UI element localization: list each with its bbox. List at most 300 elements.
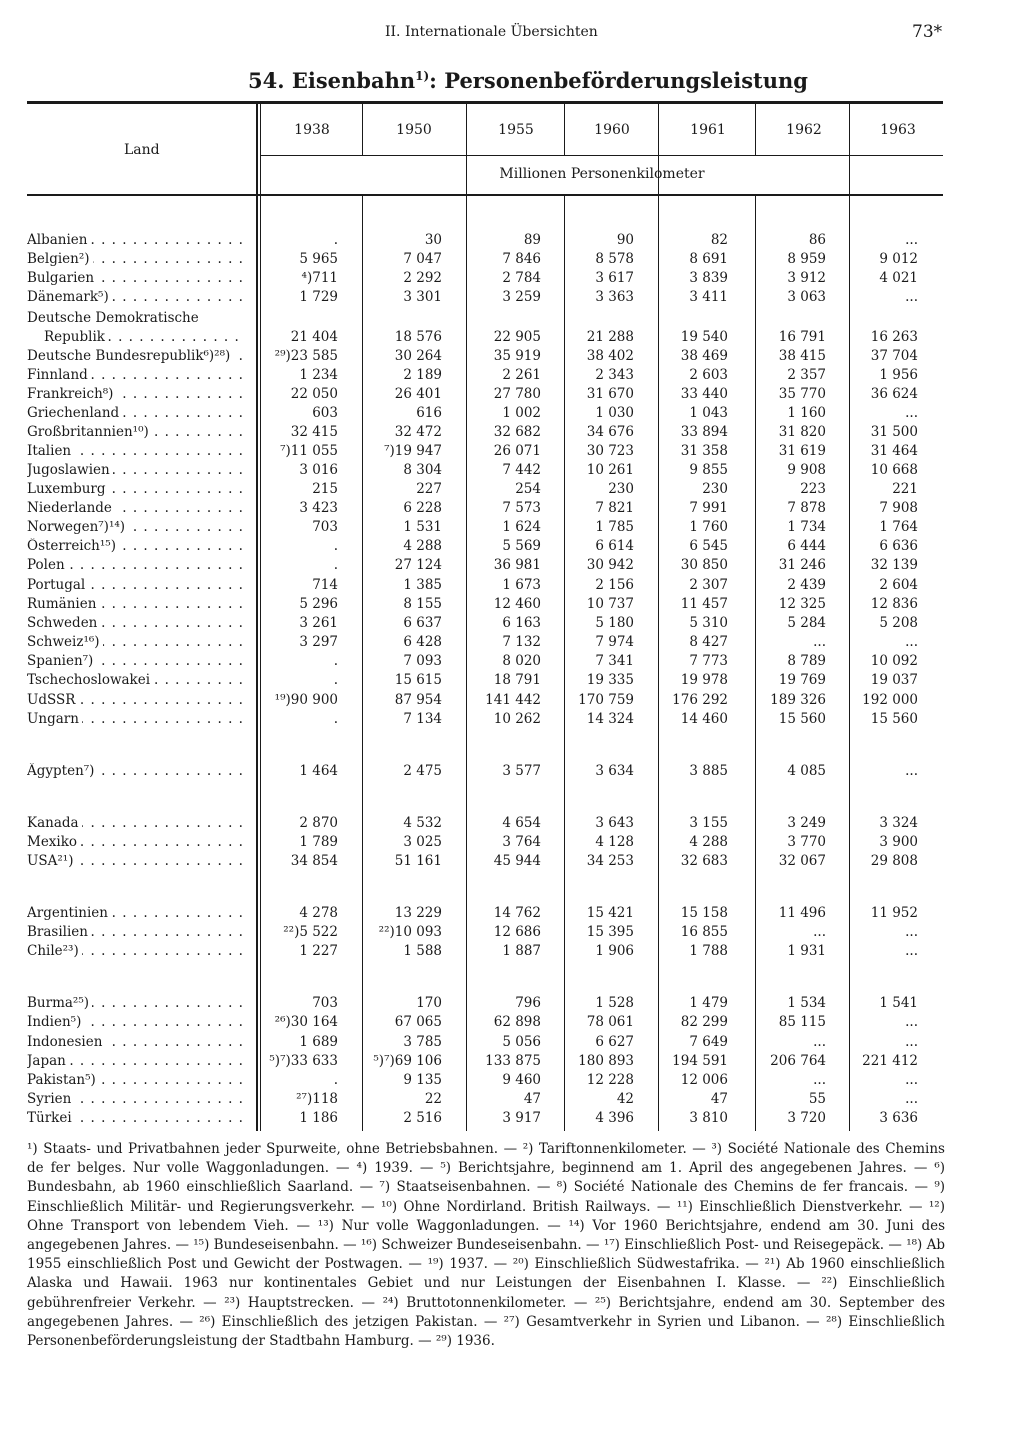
- value-cell-1938: 1 186: [299, 1110, 338, 1126]
- page-number: 73*: [912, 22, 943, 42]
- value-cell-1961: 32 683: [680, 853, 728, 869]
- value-cell-1962: 3 912: [787, 270, 826, 286]
- value-cell-1961: 4 288: [689, 834, 728, 850]
- value-cell-1960: 2 156: [595, 577, 634, 593]
- land-cell: [27, 443, 244, 459]
- table-row: [0, 711, 1024, 730]
- value-cell-1955: 8 020: [502, 653, 541, 669]
- land-cell: [27, 251, 244, 267]
- land-name: Jugoslawien: [27, 462, 113, 478]
- land-name: USA²¹): [27, 853, 76, 869]
- value-cell-1955: 4 654: [502, 815, 541, 831]
- table-row: [0, 634, 1024, 653]
- value-cell-1950: 9 135: [403, 1072, 442, 1088]
- value-cell-1961: 1 788: [689, 943, 728, 959]
- value-cell-1938: 32 415: [290, 424, 338, 440]
- value-cell-1963: 3 636: [879, 1110, 918, 1126]
- value-cell-1963: ...: [905, 1014, 918, 1030]
- table-row: [0, 853, 1024, 872]
- land-cell: [27, 615, 244, 631]
- value-cell-1938: 3 016: [299, 462, 338, 478]
- table-row: [0, 924, 1024, 943]
- table-row: [0, 995, 1024, 1014]
- year-header: 1961: [690, 122, 726, 138]
- value-cell-1963: 36 624: [870, 386, 918, 402]
- table-row: [0, 596, 1024, 615]
- value-cell-1960: 3 617: [595, 270, 634, 286]
- table-title-rest: : Personenbeförderungsleistung: [429, 68, 808, 93]
- table-row: [0, 1034, 1024, 1053]
- value-cell-1955: 1 002: [502, 405, 541, 421]
- value-cell-1963: ...: [905, 1091, 918, 1107]
- land-cell: [27, 1034, 244, 1050]
- value-cell-1960: 1 906: [595, 943, 634, 959]
- value-cell-1938: ⁴)711: [301, 270, 338, 286]
- value-cell-1961: 14 460: [680, 711, 728, 727]
- value-cell-1960: 21 288: [586, 329, 634, 345]
- value-cell-1960: 6 614: [595, 538, 634, 554]
- land-name: UdSSR: [27, 692, 78, 708]
- value-cell-1955: 45 944: [493, 853, 541, 869]
- value-cell-1962: 189 326: [770, 692, 826, 708]
- section-title: II. Internationale Übersichten: [385, 24, 598, 40]
- value-cell-1955: 22 905: [493, 329, 541, 345]
- land-cell: [27, 1091, 244, 1107]
- value-cell-1950: 4 532: [403, 815, 442, 831]
- value-cell-1955: 3 259: [502, 289, 541, 305]
- value-cell-1962: 55: [808, 1091, 826, 1107]
- value-cell-1955: 35 919: [493, 348, 541, 364]
- value-cell-1962: ...: [813, 1034, 826, 1050]
- value-cell-1938: .: [333, 232, 338, 248]
- land-name: Deutsche Bundesrepublik⁶)²⁸): [27, 348, 233, 364]
- land-cell: [27, 1053, 244, 1069]
- value-cell-1963: 3 324: [879, 815, 918, 831]
- value-cell-1962: 32 067: [778, 853, 826, 869]
- value-cell-1950: 51 161: [394, 853, 442, 869]
- value-cell-1963: 221: [892, 481, 918, 497]
- value-cell-1961: 5 310: [689, 615, 728, 631]
- value-cell-1963: 1 541: [879, 995, 918, 1011]
- land-cell: [27, 386, 244, 402]
- value-cell-1950: 2 189: [403, 367, 442, 383]
- value-cell-1962: 8 789: [787, 653, 826, 669]
- value-cell-1962: 5 284: [787, 615, 826, 631]
- table-row: [0, 310, 1024, 329]
- table-row: [0, 943, 1024, 962]
- land-name: Türkei: [27, 1110, 75, 1126]
- land-name: Japan: [27, 1053, 69, 1069]
- value-cell-1938: 1 234: [299, 367, 338, 383]
- value-cell-1955: 47: [523, 1091, 541, 1107]
- value-cell-1963: 3 900: [879, 834, 918, 850]
- land-cell: [27, 653, 244, 669]
- value-cell-1955: 5 569: [502, 538, 541, 554]
- value-cell-1963: 31 464: [870, 443, 918, 459]
- value-cell-1960: 170 759: [578, 692, 634, 708]
- value-cell-1961: 16 855: [680, 924, 728, 940]
- value-cell-1938: ²⁶)30 164: [274, 1014, 338, 1030]
- value-cell-1938: 703: [312, 519, 338, 535]
- value-cell-1950: 30: [424, 232, 442, 248]
- value-cell-1961: 3 155: [689, 815, 728, 831]
- value-cell-1963: ...: [905, 634, 918, 650]
- table-row: [0, 329, 1024, 348]
- table-row: [0, 615, 1024, 634]
- value-cell-1963: 1 956: [879, 367, 918, 383]
- value-cell-1938: 1 689: [299, 1034, 338, 1050]
- value-cell-1963: 6 636: [879, 538, 918, 554]
- land-name: Spanien⁷): [27, 653, 96, 669]
- value-cell-1961: 176 292: [672, 692, 728, 708]
- value-cell-1960: 8 578: [595, 251, 634, 267]
- table-number: 54.: [248, 68, 285, 93]
- value-cell-1962: 1 931: [787, 943, 826, 959]
- land-cell: [27, 577, 244, 593]
- value-cell-1963: 5 208: [879, 615, 918, 631]
- year-header: 1938: [294, 122, 330, 138]
- value-cell-1950: 1 385: [403, 577, 442, 593]
- value-cell-1955: 12 686: [493, 924, 541, 940]
- land-name: Pakistan⁵): [27, 1072, 99, 1088]
- value-cell-1961: 15 158: [680, 905, 728, 921]
- value-cell-1955: 2 784: [502, 270, 541, 286]
- land-cell: [27, 711, 244, 727]
- value-cell-1960: 10 737: [586, 596, 634, 612]
- land-cell: [27, 905, 244, 921]
- value-cell-1961: 9 855: [689, 462, 728, 478]
- value-cell-1961: 19 540: [680, 329, 728, 345]
- value-cell-1961: 82: [710, 232, 728, 248]
- value-cell-1961: 33 894: [680, 424, 728, 440]
- land-cell: [27, 943, 244, 959]
- value-cell-1962: 2 439: [787, 577, 826, 593]
- land-cell: [27, 1072, 244, 1088]
- value-cell-1963: 19 037: [870, 672, 918, 688]
- value-cell-1961: 1 479: [689, 995, 728, 1011]
- land-name: Frankreich⁸): [27, 386, 116, 402]
- value-cell-1960: 30 723: [586, 443, 634, 459]
- value-cell-1950: 6 428: [403, 634, 442, 650]
- value-cell-1938: .: [333, 557, 338, 573]
- table-row: [0, 232, 1024, 251]
- value-cell-1960: 38 402: [586, 348, 634, 364]
- value-cell-1955: 141 442: [485, 692, 541, 708]
- value-cell-1938: 5 965: [299, 251, 338, 267]
- land-cell: [27, 815, 244, 831]
- value-cell-1962: ...: [813, 924, 826, 940]
- table-row: [0, 251, 1024, 270]
- value-cell-1950: 6 637: [403, 615, 442, 631]
- land-cell: [27, 367, 244, 383]
- value-cell-1938: 714: [312, 577, 338, 593]
- value-cell-1961: 194 591: [672, 1053, 728, 1069]
- value-cell-1963: 31 500: [870, 424, 918, 440]
- column-rule: [755, 104, 756, 156]
- value-cell-1960: 6 627: [595, 1034, 634, 1050]
- land-name: Indonesien: [27, 1034, 105, 1050]
- header-bottom-rule: [27, 194, 943, 196]
- value-cell-1955: 12 460: [493, 596, 541, 612]
- value-cell-1960: 14 324: [586, 711, 634, 727]
- table-row: [0, 386, 1024, 405]
- land-name: Deutsche Demokratische: [27, 310, 202, 326]
- value-cell-1938: .: [333, 538, 338, 554]
- table-row: [0, 672, 1024, 691]
- value-cell-1961: 47: [710, 1091, 728, 1107]
- value-cell-1938: .: [333, 672, 338, 688]
- value-cell-1938: 1 789: [299, 834, 338, 850]
- value-cell-1963: 4 021: [879, 270, 918, 286]
- value-cell-1963: 2 604: [879, 577, 918, 593]
- year-header: 1955: [498, 122, 534, 138]
- value-cell-1962: 6 444: [787, 538, 826, 554]
- value-cell-1960: 7 821: [595, 500, 634, 516]
- value-cell-1960: 10 261: [586, 462, 634, 478]
- value-cell-1960: 3 363: [595, 289, 634, 305]
- value-cell-1950: 18 576: [394, 329, 442, 345]
- value-cell-1963: 11 952: [870, 905, 918, 921]
- land-name: Finnland: [27, 367, 91, 383]
- table-row: [0, 500, 1024, 519]
- land-name: Österreich¹⁵): [27, 538, 119, 554]
- land-cell: [44, 329, 244, 345]
- value-cell-1938: 4 278: [299, 905, 338, 921]
- value-cell-1960: 30 942: [586, 557, 634, 573]
- land-cell: [27, 692, 244, 708]
- value-cell-1960: 78 061: [586, 1014, 634, 1030]
- value-cell-1961: 12 006: [680, 1072, 728, 1088]
- value-cell-1961: 7 991: [689, 500, 728, 516]
- land-name: Großbritannien¹⁰): [27, 424, 152, 440]
- value-cell-1963: 16 263: [870, 329, 918, 345]
- land-cell: [27, 289, 244, 305]
- value-cell-1961: 3 810: [689, 1110, 728, 1126]
- value-cell-1955: 3 577: [502, 763, 541, 779]
- land-name: Niederlande: [27, 500, 115, 516]
- value-cell-1960: 34 676: [586, 424, 634, 440]
- footnotes: ¹) Staats- und Privatbahnen jeder Spurweite, ohne Betriebsbahnen. — ²) Tariftonnenkilometer. — ³) Société Nationale des Chemins de fer belges. Nur volle Waggonladungen. — ⁴) 1939. — ⁵) Berichtsjahre, beginnend am 1. April des angegebenen Jahres. — ⁶) Bundesbahn, ab 1960 einschließlich Saarland. — ⁷) Staatseisenbahnen. — ⁸) Société Nationale des Chemins de fer francais. — ⁹) Einschließlich Militär- und Regierungsverkehr. — ¹⁰) Ohne Nordirland. British Railways. — ¹¹) Einschließlich Dienstverkehr. — ¹²) Ohne Transport von lebendem Vieh. — ¹³) Nur volle Waggonladungen. — ¹⁴) Vor 1960 Berichtsjahre, endend am 30. Juni des angegebenen Jahres. — ¹⁵) Bundeseisenbahn. — ¹⁶) Schweizer Bundeseisenbahn. — ¹⁷) Einschließlich Post- und Reisegepäck. — ¹⁸) Ab 1955 einschließlich Post und Gewicht der Postwagen. — ¹⁹) 1937. — ²⁰) Einschließlich Südwestafrika. — ²¹) Ab 1960 einschließlich Alaska und Hawaii. 1963 nur kontinentales Gebiet und nur Leistungen der Eisenbahnen I. Klasse. — ²²) Einschließlich gebührenfreier Verkehr. — ²³) Hauptstrecken. — ²⁴) Bruttotonnenkilometer. — ²⁵) Berichtsjahre, endend am 30. September des angegebenen Jahres. — ²⁶) Einschließlich des jetzigen Pakistan. — ²⁷) Gesamtverkehr in Syrien und Libanon. — ²⁸) Einschließlich Personenbeförderungsleistung der Stadtbahn Hamburg. — ²⁹) 1936.: [27, 1141, 945, 1350]
- value-cell-1950: 26 401: [394, 386, 442, 402]
- value-cell-1962: 3 770: [787, 834, 826, 850]
- value-cell-1963: 192 000: [862, 692, 918, 708]
- land-cell: [27, 995, 244, 1011]
- value-cell-1950: 22: [424, 1091, 442, 1107]
- value-cell-1950: 2 516: [403, 1110, 442, 1126]
- land-cell: [27, 500, 244, 516]
- land-name: Polen: [27, 557, 68, 573]
- value-cell-1950: 3 785: [403, 1034, 442, 1050]
- land-name: Griechenland: [27, 405, 122, 421]
- value-cell-1962: 1 160: [787, 405, 826, 421]
- land-cell: [27, 1110, 244, 1126]
- land-name: Albanien: [27, 232, 90, 248]
- value-cell-1938: 1 729: [299, 289, 338, 305]
- value-cell-1955: 14 762: [493, 905, 541, 921]
- table-row: [0, 367, 1024, 386]
- land-name: Indien⁵): [27, 1014, 84, 1030]
- value-cell-1950: 2 475: [403, 763, 442, 779]
- value-cell-1960: 1 528: [595, 995, 634, 1011]
- table-row: [0, 557, 1024, 576]
- land-cell: [27, 405, 244, 421]
- value-cell-1938: 2 870: [299, 815, 338, 831]
- value-cell-1963: 32 139: [870, 557, 918, 573]
- value-cell-1963: ...: [905, 943, 918, 959]
- value-cell-1963: ...: [905, 763, 918, 779]
- table-row: [0, 538, 1024, 557]
- land-cell: [27, 462, 244, 478]
- value-cell-1961: 6 545: [689, 538, 728, 554]
- value-cell-1955: 7 573: [502, 500, 541, 516]
- table-row: [0, 815, 1024, 834]
- value-cell-1938: 3 261: [299, 615, 338, 631]
- table-title-note: 1): [415, 69, 430, 83]
- unit-label: Millionen Personenkilometer: [499, 166, 705, 182]
- value-cell-1960: 180 893: [578, 1053, 634, 1069]
- value-cell-1962: 85 115: [778, 1014, 826, 1030]
- value-cell-1950: 3 301: [403, 289, 442, 305]
- value-cell-1960: 230: [608, 481, 634, 497]
- value-cell-1955: 133 875: [485, 1053, 541, 1069]
- value-cell-1962: 31 820: [778, 424, 826, 440]
- table-row: [0, 1053, 1024, 1072]
- table-row: [0, 1091, 1024, 1110]
- land-name: Burma²⁵): [27, 995, 92, 1011]
- value-cell-1960: 42: [616, 1091, 634, 1107]
- value-cell-1963: 10 092: [870, 653, 918, 669]
- land-name: Mexiko: [27, 834, 80, 850]
- table-row: [0, 481, 1024, 500]
- land-name: Argentinien: [27, 905, 111, 921]
- value-cell-1938: ²⁹)23 585: [274, 348, 338, 364]
- land-cell: [27, 672, 244, 688]
- year-header: 1950: [396, 122, 432, 138]
- value-cell-1962: 16 791: [778, 329, 826, 345]
- value-cell-1963: 37 704: [870, 348, 918, 364]
- value-cell-1950: 6 228: [403, 500, 442, 516]
- value-cell-1955: 2 261: [502, 367, 541, 383]
- value-cell-1938: .: [333, 1072, 338, 1088]
- value-cell-1955: 27 780: [493, 386, 541, 402]
- value-cell-1963: ...: [905, 1034, 918, 1050]
- value-cell-1961: 3 885: [689, 763, 728, 779]
- value-cell-1960: 31 670: [586, 386, 634, 402]
- value-cell-1955: 9 460: [502, 1072, 541, 1088]
- value-cell-1960: 34 253: [586, 853, 634, 869]
- table-row: [0, 653, 1024, 672]
- value-cell-1938: ¹⁹)90 900: [274, 692, 338, 708]
- value-cell-1960: 3 643: [595, 815, 634, 831]
- value-cell-1950: 2 292: [403, 270, 442, 286]
- value-cell-1962: 15 560: [778, 711, 826, 727]
- value-cell-1938: ²²)5 522: [283, 924, 338, 940]
- land-cell: [27, 924, 244, 940]
- value-cell-1955: 32 682: [493, 424, 541, 440]
- land-name: Ägypten⁷): [27, 763, 97, 779]
- year-header: 1960: [594, 122, 630, 138]
- value-cell-1961: 3 411: [689, 289, 728, 305]
- value-cell-1963: 10 668: [870, 462, 918, 478]
- value-cell-1938: .: [333, 653, 338, 669]
- value-cell-1955: 1 673: [502, 577, 541, 593]
- land-cell: [27, 1014, 244, 1030]
- value-cell-1938: 603: [312, 405, 338, 421]
- value-cell-1955: 1 887: [502, 943, 541, 959]
- value-cell-1938: ⁵)⁷)33 633: [269, 1053, 338, 1069]
- value-cell-1963: ...: [905, 1072, 918, 1088]
- value-cell-1961: 2 603: [689, 367, 728, 383]
- value-cell-1963: 29 808: [870, 853, 918, 869]
- value-cell-1938: 21 404: [290, 329, 338, 345]
- value-cell-1938: 5 296: [299, 596, 338, 612]
- land-cell: [27, 596, 244, 612]
- value-cell-1950: 7 134: [403, 711, 442, 727]
- value-cell-1961: 1 760: [689, 519, 728, 535]
- land-cell: [27, 834, 244, 850]
- value-cell-1962: 35 770: [778, 386, 826, 402]
- value-cell-1950: 8 304: [403, 462, 442, 478]
- table-row: [0, 519, 1024, 538]
- land-cell: [27, 424, 244, 440]
- value-cell-1962: 38 415: [778, 348, 826, 364]
- value-cell-1962: 4 085: [787, 763, 826, 779]
- table-row: [0, 577, 1024, 596]
- table-row: [0, 348, 1024, 367]
- land-name: Brasilien: [27, 924, 91, 940]
- value-cell-1962: 9 908: [787, 462, 826, 478]
- land-cell: [27, 270, 244, 286]
- table-row: [0, 763, 1024, 782]
- value-cell-1950: 227: [416, 481, 442, 497]
- value-cell-1962: 7 878: [787, 500, 826, 516]
- column-rule: [362, 104, 363, 156]
- value-cell-1960: 15 395: [586, 924, 634, 940]
- value-cell-1962: 3 249: [787, 815, 826, 831]
- value-cell-1955: 1 624: [502, 519, 541, 535]
- value-cell-1950: 87 954: [394, 692, 442, 708]
- value-cell-1963: 12 836: [870, 596, 918, 612]
- value-cell-1938: 22 050: [290, 386, 338, 402]
- value-cell-1938: 703: [312, 995, 338, 1011]
- value-cell-1950: 30 264: [394, 348, 442, 364]
- value-cell-1960: 4 128: [595, 834, 634, 850]
- value-cell-1955: 7 442: [502, 462, 541, 478]
- value-cell-1962: 19 769: [778, 672, 826, 688]
- value-cell-1950: 15 615: [394, 672, 442, 688]
- value-cell-1938: ⁷)11 055: [280, 443, 338, 459]
- value-cell-1961: 230: [702, 481, 728, 497]
- value-cell-1963: 1 764: [879, 519, 918, 535]
- value-cell-1962: 3 720: [787, 1110, 826, 1126]
- land-name: Chile²³): [27, 943, 82, 959]
- land-cell: [27, 519, 244, 535]
- value-cell-1962: ...: [813, 1072, 826, 1088]
- value-cell-1962: 1 734: [787, 519, 826, 535]
- land-cell: [27, 634, 244, 650]
- land-name: Belgien²): [27, 251, 93, 267]
- value-cell-1960: 7 974: [595, 634, 634, 650]
- value-cell-1963: ...: [905, 405, 918, 421]
- land-cell: [27, 853, 244, 869]
- value-cell-1955: 796: [515, 995, 541, 1011]
- value-cell-1950: 616: [416, 405, 442, 421]
- year-header: 1963: [880, 122, 916, 138]
- land-name: Portugal: [27, 577, 88, 593]
- value-cell-1955: 62 898: [493, 1014, 541, 1030]
- value-cell-1960: 19 335: [586, 672, 634, 688]
- value-cell-1962: ...: [813, 634, 826, 650]
